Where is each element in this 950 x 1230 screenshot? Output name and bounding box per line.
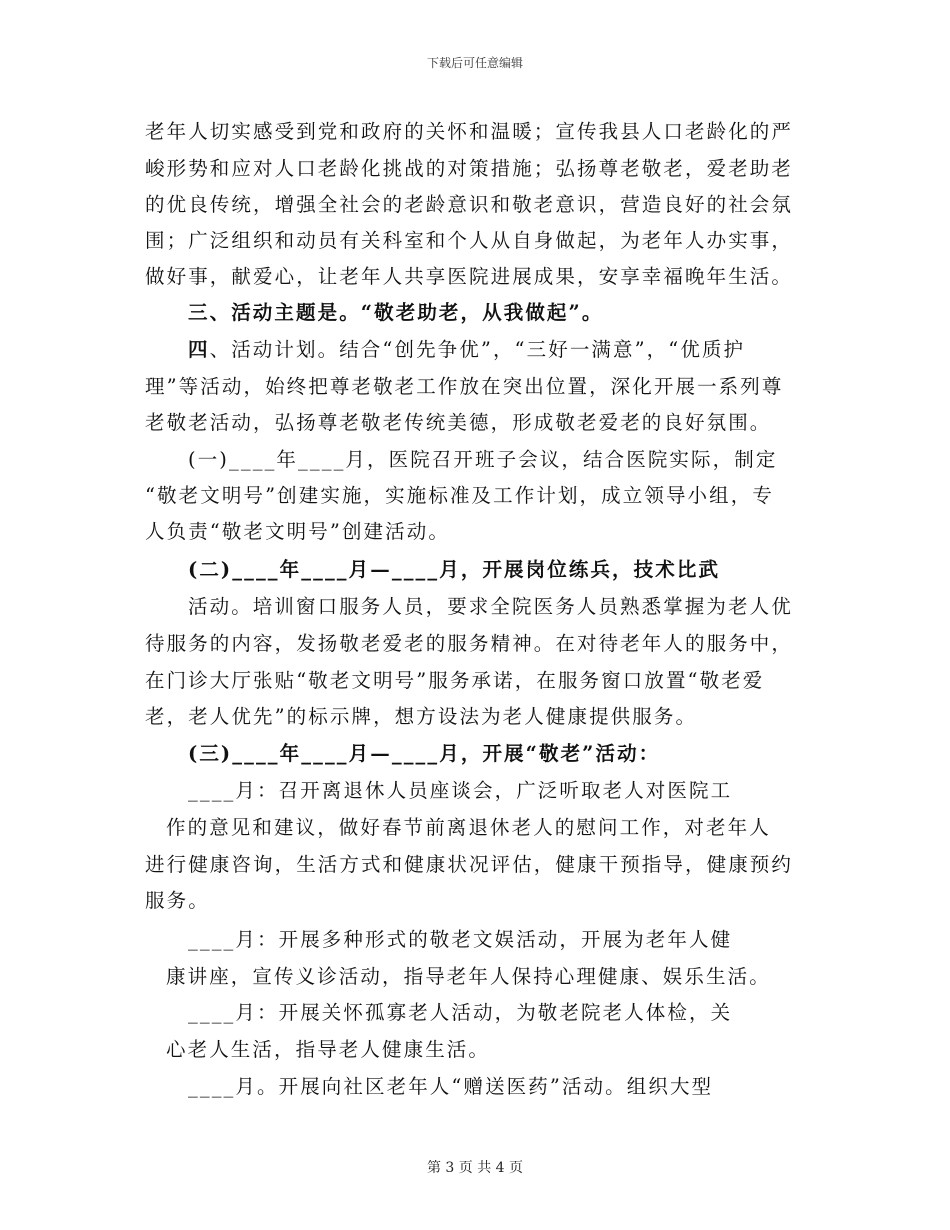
text-line: 老年人切实感受到党和政府的关怀和温暖；宣传我县人口老龄化的严 [145, 120, 794, 143]
text-line: ____月。开展向社区老年人“赠送医药”活动。组织大型 [188, 1075, 714, 1098]
text-line: “敬老文明号”创建实施，实施标准及工作计划，成立领导小组，专 [145, 484, 774, 507]
text-line: 康讲座，宣传义诊活动，指导老年人保持心理健康、娱乐生活。 [166, 965, 771, 988]
text-line: ____月：召开离退休人员座谈会，广泛听取老人对医院工 [188, 779, 733, 802]
text-line: 待服务的内容，发扬敬老爱老的服务精神。在对待老年人的服务中， [145, 632, 794, 655]
text-line: 活动。培训窗口服务人员，要求全院医务人员熟悉掌握为老人优 [188, 595, 793, 618]
text-line: 老敬老活动，弘扬尊老敬老传统美德，形成敬老爱老的良好氛围。 [145, 411, 772, 434]
text-line: (一)____年____月，医院召开班子会议，结合医院实际，制定 [188, 448, 778, 471]
section-heading: 三、活动主题是。“敬老助老，从我做起”。 [188, 301, 604, 324]
page-header: 下载后可任意编辑 [426, 56, 523, 70]
section-heading: (三)____年____月—____月，开展“敬老”活动： [188, 742, 661, 765]
text-line: 服务。 [145, 889, 210, 912]
text-line: ____月：开展关怀孤寡老人活动，为敬老院老人体检，关 [188, 1001, 733, 1024]
text-line: 进行健康咨询，生活方式和健康状况评估，健康干预指导，健康预约 [145, 853, 794, 876]
section-text: 、活动计划。结合“创先争优”，“三好一满意”，“优质护 [209, 338, 746, 361]
text-line: 围；广泛组织和动员有关科室和个人从自身做起，为老年人办实事， [145, 229, 794, 252]
text-line: ____月：开展多种形式的敬老文娱活动，开展为老年人健 [188, 928, 733, 951]
text-line [188, 338, 745, 362]
text-line: 老，老人优先”的标示牌，想方设法为老人健康提供服务。 [145, 705, 698, 728]
text-line: 做好事，献爱心，让老年人共享医院进展成果，安享幸福晚年生活。 [145, 265, 794, 288]
text-line: 的优良传统，增强全社会的老龄意识和敬老意识，营造良好的社会氛 [145, 193, 794, 216]
page-footer: 第 3 页 共 4 页 [426, 1160, 524, 1176]
section-number: 四 [188, 338, 210, 361]
text-line: 作的意见和建议，做好春节前离退休老人的慰问工作，对老年人 [166, 816, 771, 839]
text-line: 人负责“敬老文明号”创建活动。 [145, 520, 450, 543]
section-heading: (二)____年____月—____月，开展岗位练兵，技术比武 [188, 558, 721, 581]
text-line: 理”等活动，始终把尊老敬老工作放在突出位置，深化开展一系列尊 [145, 375, 784, 398]
text-line: 在门诊大厅张贴“敬老文明号”服务承诺，在服务窗口放置“敬老爱 [145, 669, 765, 692]
text-line: 心老人生活，指导老人健康生活。 [166, 1038, 491, 1061]
text-line: 峻形势和应对人口老龄化挑战的对策措施；弘扬尊老敬老，爱老助老 [145, 157, 794, 180]
